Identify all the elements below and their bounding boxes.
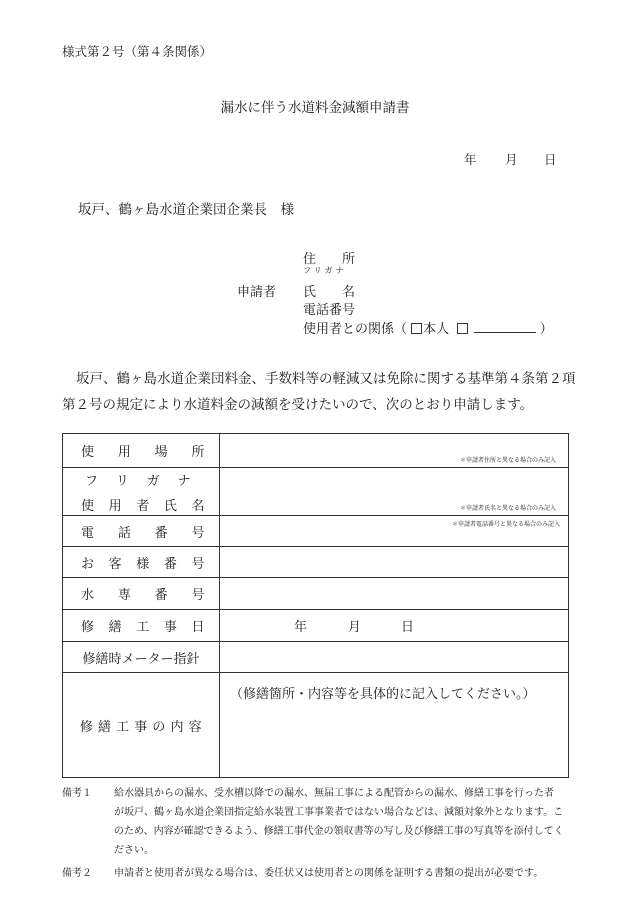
meter-number-label: 水 専 番 号 (63, 578, 220, 610)
body-line-1: 坂戸、鶴ヶ島水道企業団料金、手数料等の軽減又は免除に関する基準第４条第２項 (76, 371, 576, 387)
repair-content-hint: （修繕箇所・内容等を具体的に記入してください。） (230, 687, 536, 702)
application-table (62, 433, 569, 778)
remark-1-label: 備考１ (62, 788, 92, 799)
remark-1-line-4: ださい。 (114, 845, 154, 856)
address-label-1: 住 (303, 252, 317, 267)
user-name-field[interactable] (220, 468, 569, 516)
repair-date-year: 年 (294, 620, 308, 635)
location-field[interactable] (220, 434, 569, 468)
name-label-1: 氏 (303, 285, 317, 300)
remark-1-line-1: 給水器具からの漏水、受水槽以降での漏水、無届工事による配管からの漏水、修繕工事を行った者 (114, 788, 554, 799)
row-user-name (63, 468, 569, 516)
checkbox-other[interactable] (457, 323, 468, 334)
remark-1-line-3: のため、内容が確認できるよう、修繕工事代金の領収書等の写し及び修繕工事の写真等を添付してく (114, 826, 564, 837)
repair-date-day: 日 (401, 620, 415, 635)
repair-date-field[interactable] (220, 610, 569, 642)
user-name-label: フ リ ガ ナ 使 用 者 氏 名 (63, 468, 220, 516)
remark-2-text: 申請者と使用者が異なる場合は、委任状又は使用者との関係を証明する書類の提出が必要です。 (114, 868, 544, 879)
phone-label: 電話番号 (303, 303, 356, 318)
remark-2 (62, 864, 572, 883)
remark-2-label: 備考２ (62, 868, 92, 879)
address-label-2: 所 (342, 252, 356, 267)
repair-content-field[interactable] (220, 673, 569, 778)
relation-prefix: 使用者との関係（ (303, 322, 408, 337)
meter-reading-label: 修繕時メーター指針 (63, 642, 220, 673)
date-day: 日 (544, 152, 557, 167)
body-line-2: 第２号の規定により水道料金の減額を受けたいので、次のとおり申請します。 (62, 397, 534, 413)
relation-suffix: ） (539, 322, 553, 337)
phone-number-label: 電 話 番 号 (63, 516, 220, 547)
furigana-label: フリガナ (303, 266, 347, 275)
date-month: 月 (505, 152, 518, 167)
remarks (62, 784, 572, 883)
date-year: 年 (464, 152, 477, 167)
row-repair-content (63, 673, 569, 778)
applicant-label: 申請者 (237, 285, 277, 300)
document-title: 漏水に伴う水道料金減額申請書 (220, 100, 410, 116)
relation-self-label: 本人 (423, 322, 450, 337)
phone-note: ＊申請者電話番号と異なる場合のみ記入 (451, 521, 560, 528)
location-label: 使 用 場 所 (63, 434, 220, 468)
customer-number-label: お 客 様 番 号 (63, 547, 220, 578)
form-number: 様式第２号（第４条関係） (62, 44, 213, 59)
location-note: ＊申請者住所と異なる場合のみ記入 (459, 457, 556, 464)
row-customer-number (63, 547, 569, 578)
row-location (63, 434, 569, 468)
row-meter-reading (63, 642, 569, 673)
repair-content-label: 修 繕 工 事 の 内 容 (63, 673, 220, 778)
addressee: 坂戸、鶴ヶ島水道企業団企業長 様 (78, 202, 294, 218)
relation-line (303, 318, 553, 337)
name-label-2: 名 (342, 285, 356, 300)
customer-number-field[interactable] (220, 547, 569, 578)
remark-1-line-2: が坂戸、鶴ヶ島水道企業団指定給水装置工事事業者ではない場合などは、減額対象外となります。こ (114, 807, 564, 818)
row-meter-number (63, 578, 569, 610)
repair-date-label: 修 繕 工 事 日 (63, 610, 220, 642)
user-name-note: ＊申請者氏名と異なる場合のみ記入 (459, 505, 556, 512)
relation-other-blank[interactable] (474, 320, 536, 333)
meter-number-field[interactable] (220, 578, 569, 610)
meter-reading-field[interactable] (220, 642, 569, 673)
row-phone (63, 516, 569, 547)
repair-date-month: 月 (348, 620, 362, 635)
row-repair-date (63, 610, 569, 642)
body-text (62, 366, 582, 418)
checkbox-self[interactable] (411, 323, 422, 334)
phone-number-field[interactable] (220, 516, 569, 547)
remark-1 (62, 784, 572, 803)
